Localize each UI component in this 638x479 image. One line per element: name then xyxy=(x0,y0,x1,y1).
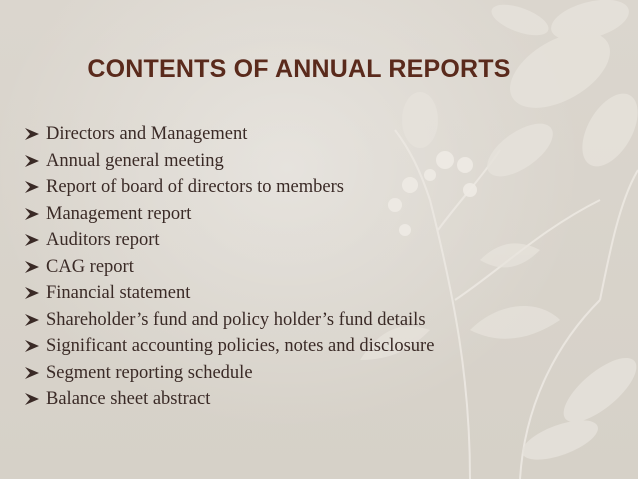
arrow-bullet-icon xyxy=(24,121,46,148)
list-item-text: CAG report xyxy=(46,256,134,277)
list-item-text: Shareholder’s fund and policy holder’s fund details xyxy=(46,309,426,330)
list-item xyxy=(24,333,434,360)
list-item xyxy=(24,121,434,148)
list-item xyxy=(24,201,434,228)
list-item-text: Segment reporting schedule xyxy=(46,362,253,383)
arrow-bullet-icon xyxy=(24,174,46,201)
list-item-text: Auditors report xyxy=(46,230,160,250)
arrow-bullet-icon xyxy=(24,201,46,228)
contents-list xyxy=(24,121,434,413)
slide-title-text: CONTENTS OF ANNUAL REPORTS xyxy=(87,55,511,83)
list-item-text: Balance sheet abstract xyxy=(46,389,211,409)
list-item-text: Financial statement xyxy=(46,283,191,303)
list-item-text: Management report xyxy=(46,203,192,224)
list-item-text: Report of board of directors to members xyxy=(46,177,344,197)
arrow-bullet-icon xyxy=(24,148,46,175)
arrow-bullet-icon xyxy=(24,280,46,307)
list-item xyxy=(24,386,434,413)
list-item xyxy=(24,307,434,334)
arrow-bullet-icon xyxy=(24,360,46,387)
list-item xyxy=(24,254,434,281)
list-item xyxy=(24,148,434,175)
list-item-text: Significant accounting policies, notes and disclosure xyxy=(46,336,435,356)
list-item-text: Directors and Management xyxy=(46,124,248,144)
arrow-bullet-icon xyxy=(24,307,46,334)
list-item xyxy=(24,174,434,201)
arrow-bullet-icon xyxy=(24,386,46,413)
list-item-text: Annual general meeting xyxy=(46,150,224,171)
list-item xyxy=(24,227,434,254)
arrow-bullet-icon xyxy=(24,333,46,360)
arrow-bullet-icon xyxy=(24,227,46,254)
list-item xyxy=(24,280,434,307)
slide-title xyxy=(0,55,638,84)
arrow-bullet-icon xyxy=(24,254,46,281)
list-item xyxy=(24,360,434,387)
